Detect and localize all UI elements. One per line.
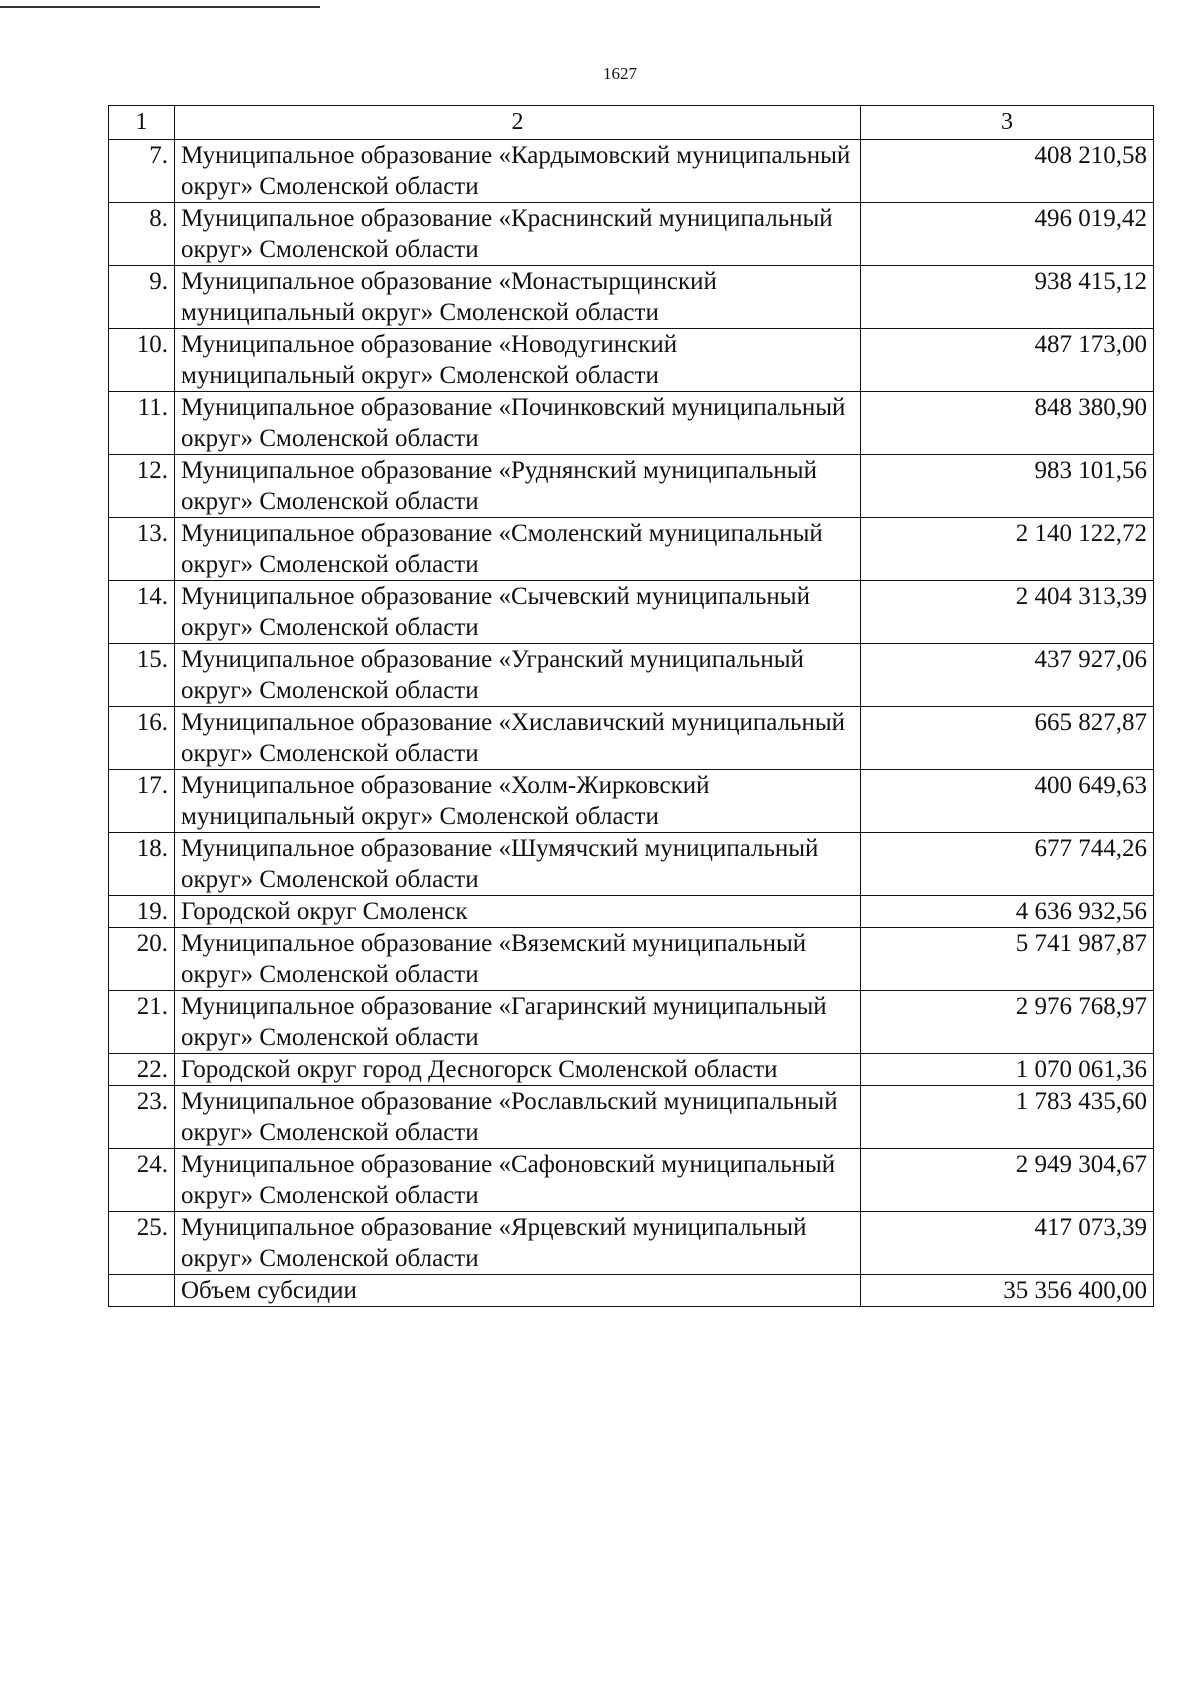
row-name-cell: Муниципальное образование «Ярцевский муниципальный округ» Смоленской области: [175, 1212, 861, 1275]
row-name-cell: Муниципальное образование «Холм-Жирковский муниципальный округ» Смоленской области: [175, 770, 861, 833]
table-row: [109, 896, 1154, 928]
table-row: [109, 581, 1154, 644]
table-row: [109, 1054, 1154, 1086]
row-name-cell: Муниципальное образование «Монастырщинский муниципальный округ» Смоленской области: [175, 266, 861, 329]
row-value-cell: 848 380,90: [861, 392, 1154, 455]
row-name-cell: Муниципальное образование «Руднянский муниципальный округ» Смоленской области: [175, 455, 861, 518]
row-number-cell: 11.: [109, 392, 175, 455]
table-row: [109, 770, 1154, 833]
row-value-cell: 2 949 304,67: [861, 1149, 1154, 1212]
row-value-cell: 496 019,42: [861, 203, 1154, 266]
row-value-cell: 2 140 122,72: [861, 518, 1154, 581]
total-number-cell: [109, 1275, 175, 1307]
row-name-cell: Муниципальное образование «Вяземский муниципальный округ» Смоленской области: [175, 928, 861, 991]
row-name-cell: Городской округ Смоленск: [175, 896, 861, 928]
table-row: [109, 707, 1154, 770]
row-number-cell: 10.: [109, 329, 175, 392]
row-number-cell: 15.: [109, 644, 175, 707]
row-value-cell: 408 210,58: [861, 140, 1154, 203]
row-value-cell: 417 073,39: [861, 1212, 1154, 1275]
row-value-cell: 1 070 061,36: [861, 1054, 1154, 1086]
row-value-cell: 400 649,63: [861, 770, 1154, 833]
row-name-cell: Муниципальное образование «Сычевский муниципальный округ» Смоленской области: [175, 581, 861, 644]
row-name-cell: Муниципальное образование «Починковский муниципальный округ» Смоленской области: [175, 392, 861, 455]
row-name-cell: Муниципальное образование «Шумячский муниципальный округ» Смоленской области: [175, 833, 861, 896]
table-row: [109, 1212, 1154, 1275]
row-name-cell: Муниципальное образование «Краснинский муниципальный округ» Смоленской области: [175, 203, 861, 266]
table-row: [109, 140, 1154, 203]
row-name-cell: Муниципальное образование «Угранский муниципальный округ» Смоленской области: [175, 644, 861, 707]
table-row: [109, 203, 1154, 266]
row-number-cell: 14.: [109, 581, 175, 644]
row-number-cell: 25.: [109, 1212, 175, 1275]
header-cell-name: 2: [175, 106, 861, 140]
scan-edge-line: [0, 6, 320, 8]
row-value-cell: 677 744,26: [861, 833, 1154, 896]
row-value-cell: 1 783 435,60: [861, 1086, 1154, 1149]
row-value-cell: 5 741 987,87: [861, 928, 1154, 991]
row-name-cell: Городской округ город Десногорск Смоленской области: [175, 1054, 861, 1086]
row-number-cell: 16.: [109, 707, 175, 770]
row-number-cell: 18.: [109, 833, 175, 896]
row-number-cell: 12.: [109, 455, 175, 518]
row-name-cell: Муниципальное образование «Новодугинский муниципальный округ» Смоленской области: [175, 329, 861, 392]
table-row: [109, 1149, 1154, 1212]
subsidy-table: [108, 105, 1154, 1307]
table-row: [109, 644, 1154, 707]
table-body: [109, 106, 1154, 1307]
row-value-cell: 2 404 313,39: [861, 581, 1154, 644]
row-number-cell: 8.: [109, 203, 175, 266]
row-number-cell: 23.: [109, 1086, 175, 1149]
row-name-cell: Муниципальное образование «Хиславичский муниципальный округ» Смоленской области: [175, 707, 861, 770]
table-row: [109, 518, 1154, 581]
table-row: [109, 1086, 1154, 1149]
row-number-cell: 13.: [109, 518, 175, 581]
page-number: 1627: [603, 64, 637, 83]
row-number-cell: 9.: [109, 266, 175, 329]
total-value-cell: 35 356 400,00: [861, 1275, 1154, 1307]
table-row: [109, 991, 1154, 1054]
table-row: [109, 928, 1154, 991]
row-number-cell: 20.: [109, 928, 175, 991]
table-row: [109, 833, 1154, 896]
table-header-row: [109, 106, 1154, 140]
row-number-cell: 24.: [109, 1149, 175, 1212]
row-value-cell: 487 173,00: [861, 329, 1154, 392]
row-number-cell: 22.: [109, 1054, 175, 1086]
row-value-cell: 437 927,06: [861, 644, 1154, 707]
row-name-cell: Муниципальное образование «Кардымовский муниципальный округ» Смоленской области: [175, 140, 861, 203]
row-value-cell: 4 636 932,56: [861, 896, 1154, 928]
row-name-cell: Муниципальное образование «Сафоновский муниципальный округ» Смоленской области: [175, 1149, 861, 1212]
row-name-cell: Муниципальное образование «Смоленский муниципальный округ» Смоленской области: [175, 518, 861, 581]
row-number-cell: 17.: [109, 770, 175, 833]
row-number-cell: 21.: [109, 991, 175, 1054]
row-value-cell: 983 101,56: [861, 455, 1154, 518]
total-row: [109, 1275, 1154, 1307]
total-label-cell: Объем субсидии: [175, 1275, 861, 1307]
table-row: [109, 392, 1154, 455]
row-value-cell: 665 827,87: [861, 707, 1154, 770]
header-cell-number: 1: [109, 106, 175, 140]
table-row: [109, 329, 1154, 392]
row-name-cell: Муниципальное образование «Рославльский муниципальный округ» Смоленской области: [175, 1086, 861, 1149]
table-row: [109, 266, 1154, 329]
row-number-cell: 7.: [109, 140, 175, 203]
row-value-cell: 938 415,12: [861, 266, 1154, 329]
header-cell-value: 3: [861, 106, 1154, 140]
row-value-cell: 2 976 768,97: [861, 991, 1154, 1054]
row-name-cell: Муниципальное образование «Гагаринский муниципальный округ» Смоленской области: [175, 991, 861, 1054]
table-row: [109, 455, 1154, 518]
row-number-cell: 19.: [109, 896, 175, 928]
